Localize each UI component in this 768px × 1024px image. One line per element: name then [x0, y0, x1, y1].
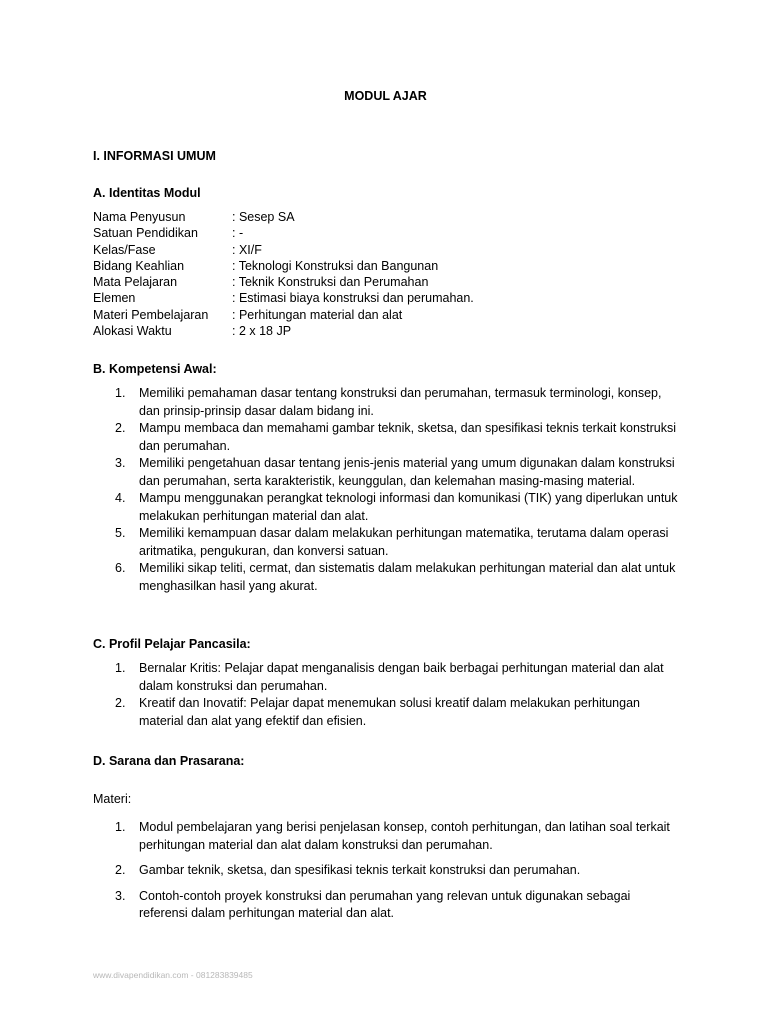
identity-value: : Estimasi biaya konstruksi dan perumahan. [232, 291, 474, 306]
identity-value: : Teknologi Konstruksi dan Bangunan [232, 258, 439, 273]
list-text: Memiliki pemahaman dasar tentang konstruksi dan perumahan, termasuk terminologi, konsep, dan prinsip-prinsip dasar dalam bidang ini. [139, 386, 662, 418]
list-text: Mampu membaca dan memahami gambar teknik, sketsa, dan spesifikasi teknis terkait konstruksi dan perumahan. [139, 421, 677, 453]
materi-label: Materi: [93, 792, 132, 806]
list-number: 2. [115, 421, 126, 435]
list-text: Mampu menggunakan perangkat teknologi informasi dan komunikasi (TIK) yang diperlukan untuk melakukan perhitungan material dan alat. [139, 491, 678, 523]
list-number: 5. [115, 526, 126, 540]
list-number: 6. [115, 561, 126, 575]
footer-watermark: www.divapendidikan.com - 081283839485 [93, 970, 253, 980]
list-item [93, 560, 678, 595]
list-item [93, 819, 678, 854]
identity-label: Mata Pelajaran [93, 275, 178, 290]
identity-label: Alokasi Waktu [93, 324, 172, 339]
profil-list [93, 660, 678, 730]
identity-label: Materi Pembelajaran [93, 307, 209, 322]
kompetensi-list [93, 385, 678, 595]
section-heading-identitas-modul: A. Identitas Modul [93, 186, 201, 200]
identity-value: : Teknik Konstruksi dan Perumahan [232, 275, 429, 290]
identity-value: : - [232, 226, 244, 241]
identity-value: : Perhitungan material dan alat [232, 307, 403, 322]
identity-value: : XI/F [232, 242, 262, 257]
identity-row [93, 323, 474, 339]
list-text: Memiliki sikap teliti, cermat, dan sistematis dalam melakukan perhitungan material dan alat untuk menghasilkan hasil yang akurat. [139, 561, 676, 593]
list-number: 2. [115, 696, 126, 710]
list-number: 3. [115, 456, 126, 470]
list-item [93, 862, 678, 880]
list-number: 1. [115, 386, 126, 400]
list-item [93, 660, 678, 695]
identity-row [93, 225, 474, 241]
list-number: 1. [115, 661, 126, 675]
list-text: Bernalar Kritis: Pelajar dapat menganalisis dengan baik berbagai perhitungan material dan alat dalam konstruksi dan perumahan. [139, 661, 664, 693]
document-title: MODUL AJAR [344, 89, 427, 103]
list-item [93, 455, 678, 490]
list-text: Modul pembelajaran yang berisi penjelasan konsep, contoh perhitungan, dan latihan soal terkait perhitungan material dan alat dalam konstruksi dan perumahan. [139, 820, 670, 852]
list-text: Kreatif dan Inovatif: Pelajar dapat menemukan solusi kreatif dalam melakukan perhitungan material dan alat yang efektif dan efisien. [139, 696, 640, 728]
identity-row [93, 290, 474, 306]
identity-row [93, 258, 474, 274]
identity-row [93, 209, 474, 225]
identity-label: Elemen [93, 291, 136, 306]
identity-value: : Sesep SA [232, 210, 295, 224]
list-text: Gambar teknik, sketsa, dan spesifikasi teknis terkait konstruksi dan perumahan. [139, 863, 581, 877]
list-number: 4. [115, 491, 126, 505]
list-item [93, 490, 678, 525]
section-heading-sarana-prasarana: D. Sarana dan Prasarana: [93, 754, 245, 768]
list-text: Memiliki kemampuan dasar dalam melakukan perhitungan matematika, terutama dalam operasi aritmatika, pengukuran, dan konversi satuan. [139, 526, 669, 558]
identity-row [93, 242, 474, 258]
list-item [93, 420, 678, 455]
list-item [93, 385, 678, 420]
list-item [93, 888, 678, 923]
materi-list [93, 819, 678, 931]
identity-label: Kelas/Fase [93, 242, 156, 257]
list-number: 1. [115, 820, 126, 834]
section-heading-kompetensi-awal: B. Kompetensi Awal: [93, 362, 217, 376]
identity-row [93, 274, 474, 290]
list-item [93, 695, 678, 730]
list-number: 3. [115, 888, 126, 903]
identity-label: Satuan Pendidikan [93, 226, 198, 241]
identity-row [93, 307, 474, 323]
identity-table [93, 209, 474, 339]
list-text: Memiliki pengetahuan dasar tentang jenis-jenis material yang umum digunakan dalam konstruksi dan perumahan, serta karakteristik, keunggulan, dan kelemahan masing-masing material. [139, 456, 675, 488]
list-item [93, 525, 678, 560]
identity-value: : 2 x 18 JP [232, 324, 292, 339]
section-heading-profil-pelajar: C. Profil Pelajar Pancasila: [93, 637, 251, 651]
list-number: 2. [115, 863, 126, 877]
identity-label: Nama Penyusun [93, 210, 186, 224]
list-text: Contoh-contoh proyek konstruksi dan perumahan yang relevan untuk digunakan sebagai referensi dalam perhitungan material dan alat. [139, 888, 631, 920]
section-heading-informasi-umum: I. INFORMASI UMUM [93, 149, 216, 163]
identity-label: Bidang Keahlian [93, 258, 185, 273]
